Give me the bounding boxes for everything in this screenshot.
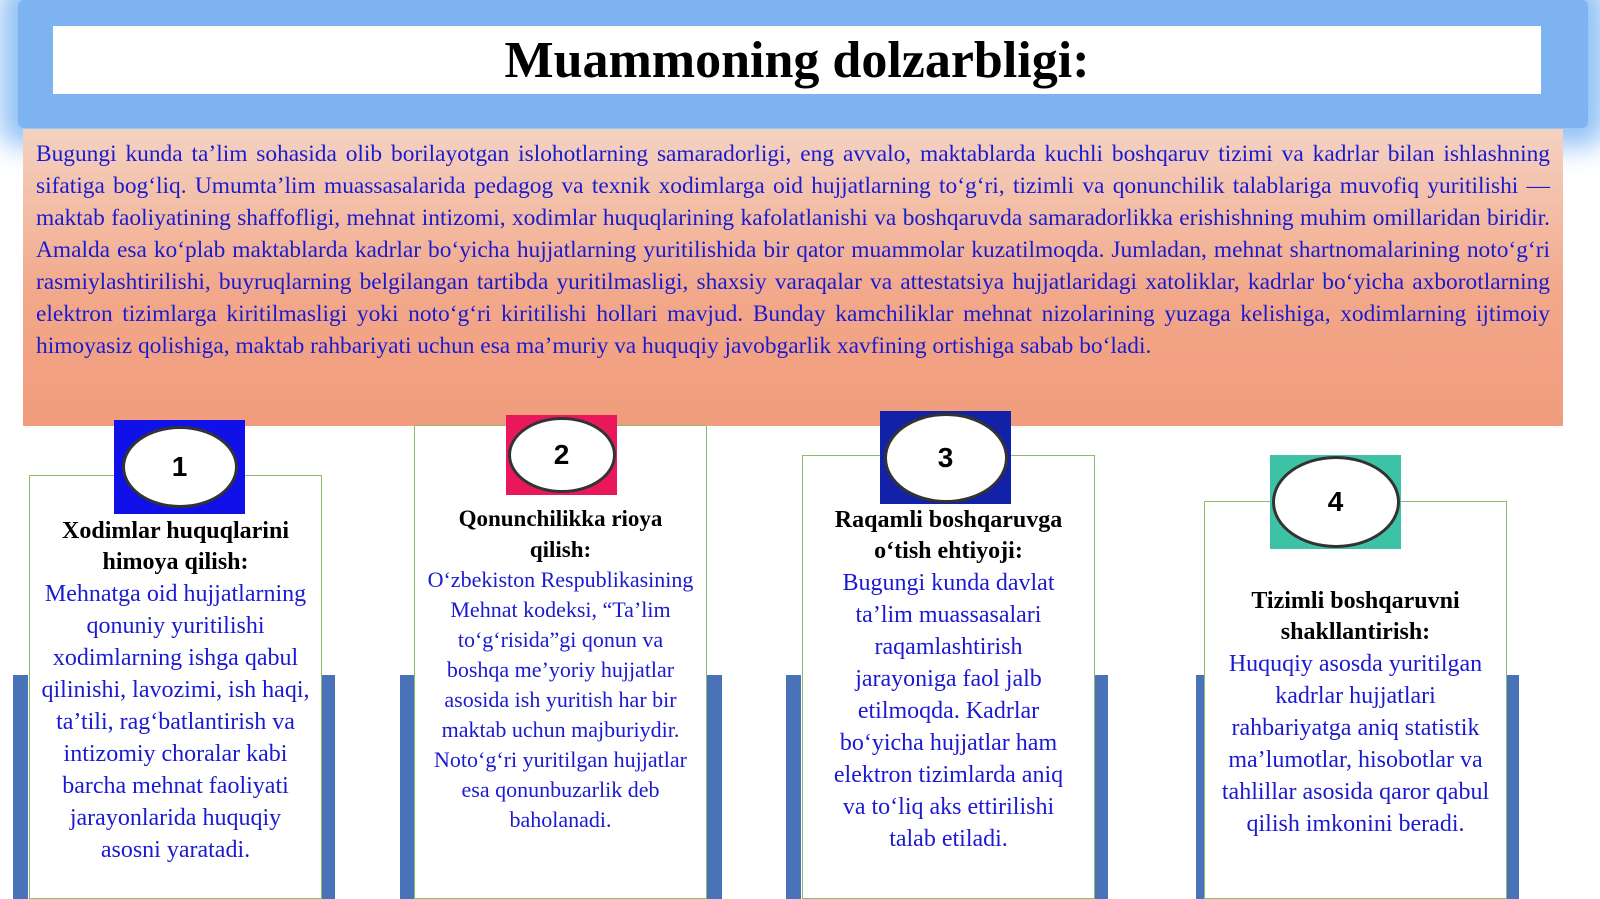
card-3-heading: Raqamli boshqaruvga o‘tish ehtiyoji:: [834, 507, 1063, 564]
card-2-heading: Qonunchilikka rioya qilish:: [458, 506, 663, 562]
card-1-right-bar: [320, 675, 335, 899]
card-3-badge: [880, 411, 1011, 504]
card-2-body: O‘zbekiston Respublikasining Mehnat kodeksi, “Ta’lim to‘g‘risida”gi qonun va boshqa me’yoriy hujjatlar asosida ish yuritish har bir maktab uchun majburiydir. Noto‘g‘ri yuritilgan hujjatlar esa qonunbuzarlik deb baholanadi.: [427, 567, 694, 832]
card-2-badge: [506, 415, 617, 495]
card-2: [414, 425, 707, 899]
card-4-heading: Tizimli boshqaruvni shakllantirish:: [1251, 588, 1460, 645]
page-title: Muammoning dolzarbligi:: [504, 31, 1090, 89]
card-3-number: 3: [884, 413, 1008, 503]
card-2-left-bar: [400, 675, 415, 899]
card-4-number: 4: [1272, 456, 1400, 548]
card-1-body: Mehnatga oid hujjatlarning qonuniy yuritilishi xodimlarning ishga qabul qilinishi, lavozimi, ish haqi, ta’tili, rag‘batlantirish va intizomiy choralar kabi barcha mehnat faoliyati jarayonlarida huquqiy asosni yaratadi.: [41, 581, 310, 863]
card-3-right-bar: [1093, 675, 1108, 899]
title-box: [53, 26, 1541, 94]
intro-paragraph: Bugungi kunda ta’lim sohasida olib borilayotgan islohotlarning samaradorligi, eng avvalo, maktablarda kuchli boshqaruv tizimi va kadrlar bilan ishlashning sifatiga bog‘liq. Umumta’lim muassasalarida pedagog va texnik xodimlarga oid hujjatlarning to‘g‘ri, tizimli va qonunchilik talablariga muvofiq yuritilishi — maktab faoliyatining shaffofligi, mehnat intizomi, xodimlar huquqlarining kafolatlanishi va boshqaruvda samaradorlikka erishishning muhim omillaridan biridir. Amalda esa ko‘plab maktablarda kadrlar bo‘yicha hujjatlarning yuritilishida bir qator muammolar kuzatilmoqda. Jumladan, mehnat shartnomalarining noto‘g‘ri rasmiylashtirilishi, buyruqlarning belgilangan tartibda yuritilmasligi, shaxsiy varaqalar va attestatsiya hujjatlaridagi xatoliklar, kadrlar bo‘yicha axborotlarning elektron tizimlarga kiritilmasligi yoki noto‘g‘ri kiritilishi hollari mavjud. Bunday kamchiliklar mehnat nizolarining yuzaga kelishiga, xodimlarning ijtimoiy himoyasiz qolishiga, maktab rahbariyati uchun esa ma’muriy va huquqiy javobgarlik xavfining ortishiga sabab bo‘ladi.: [23, 129, 1563, 426]
card-1: [29, 475, 322, 899]
card-3-left-bar: [786, 675, 801, 899]
card-2-number: 2: [508, 417, 616, 493]
card-3-body: Bugungi kunda davlat ta’lim muassasalari raqamlashtirish jarayoniga faol jalb etilmoqda. Kadrlar bo‘yicha hujjatlar ham elektron tizimlarda aniq va to‘liq aks ettirilishi talab etiladi.: [833, 570, 1064, 852]
card-1-heading: Xodimlar huquqlarini himoya qilish:: [62, 518, 289, 575]
card-2-right-bar: [707, 675, 722, 899]
card-4-badge: [1270, 455, 1401, 549]
card-1-badge: [114, 420, 245, 514]
card-4-body: Huquqiy asosda yuritilgan kadrlar hujjatlari rahbariyatga aniq statistik ma’lumotlar, hisobotlar va tahlillar asosida qaror qabul qilish imkonini beradi.: [1221, 651, 1490, 837]
card-1-left-bar: [13, 675, 28, 899]
card-4: [1204, 501, 1507, 899]
card-1-number: 1: [122, 426, 238, 508]
card-3: [802, 455, 1095, 899]
